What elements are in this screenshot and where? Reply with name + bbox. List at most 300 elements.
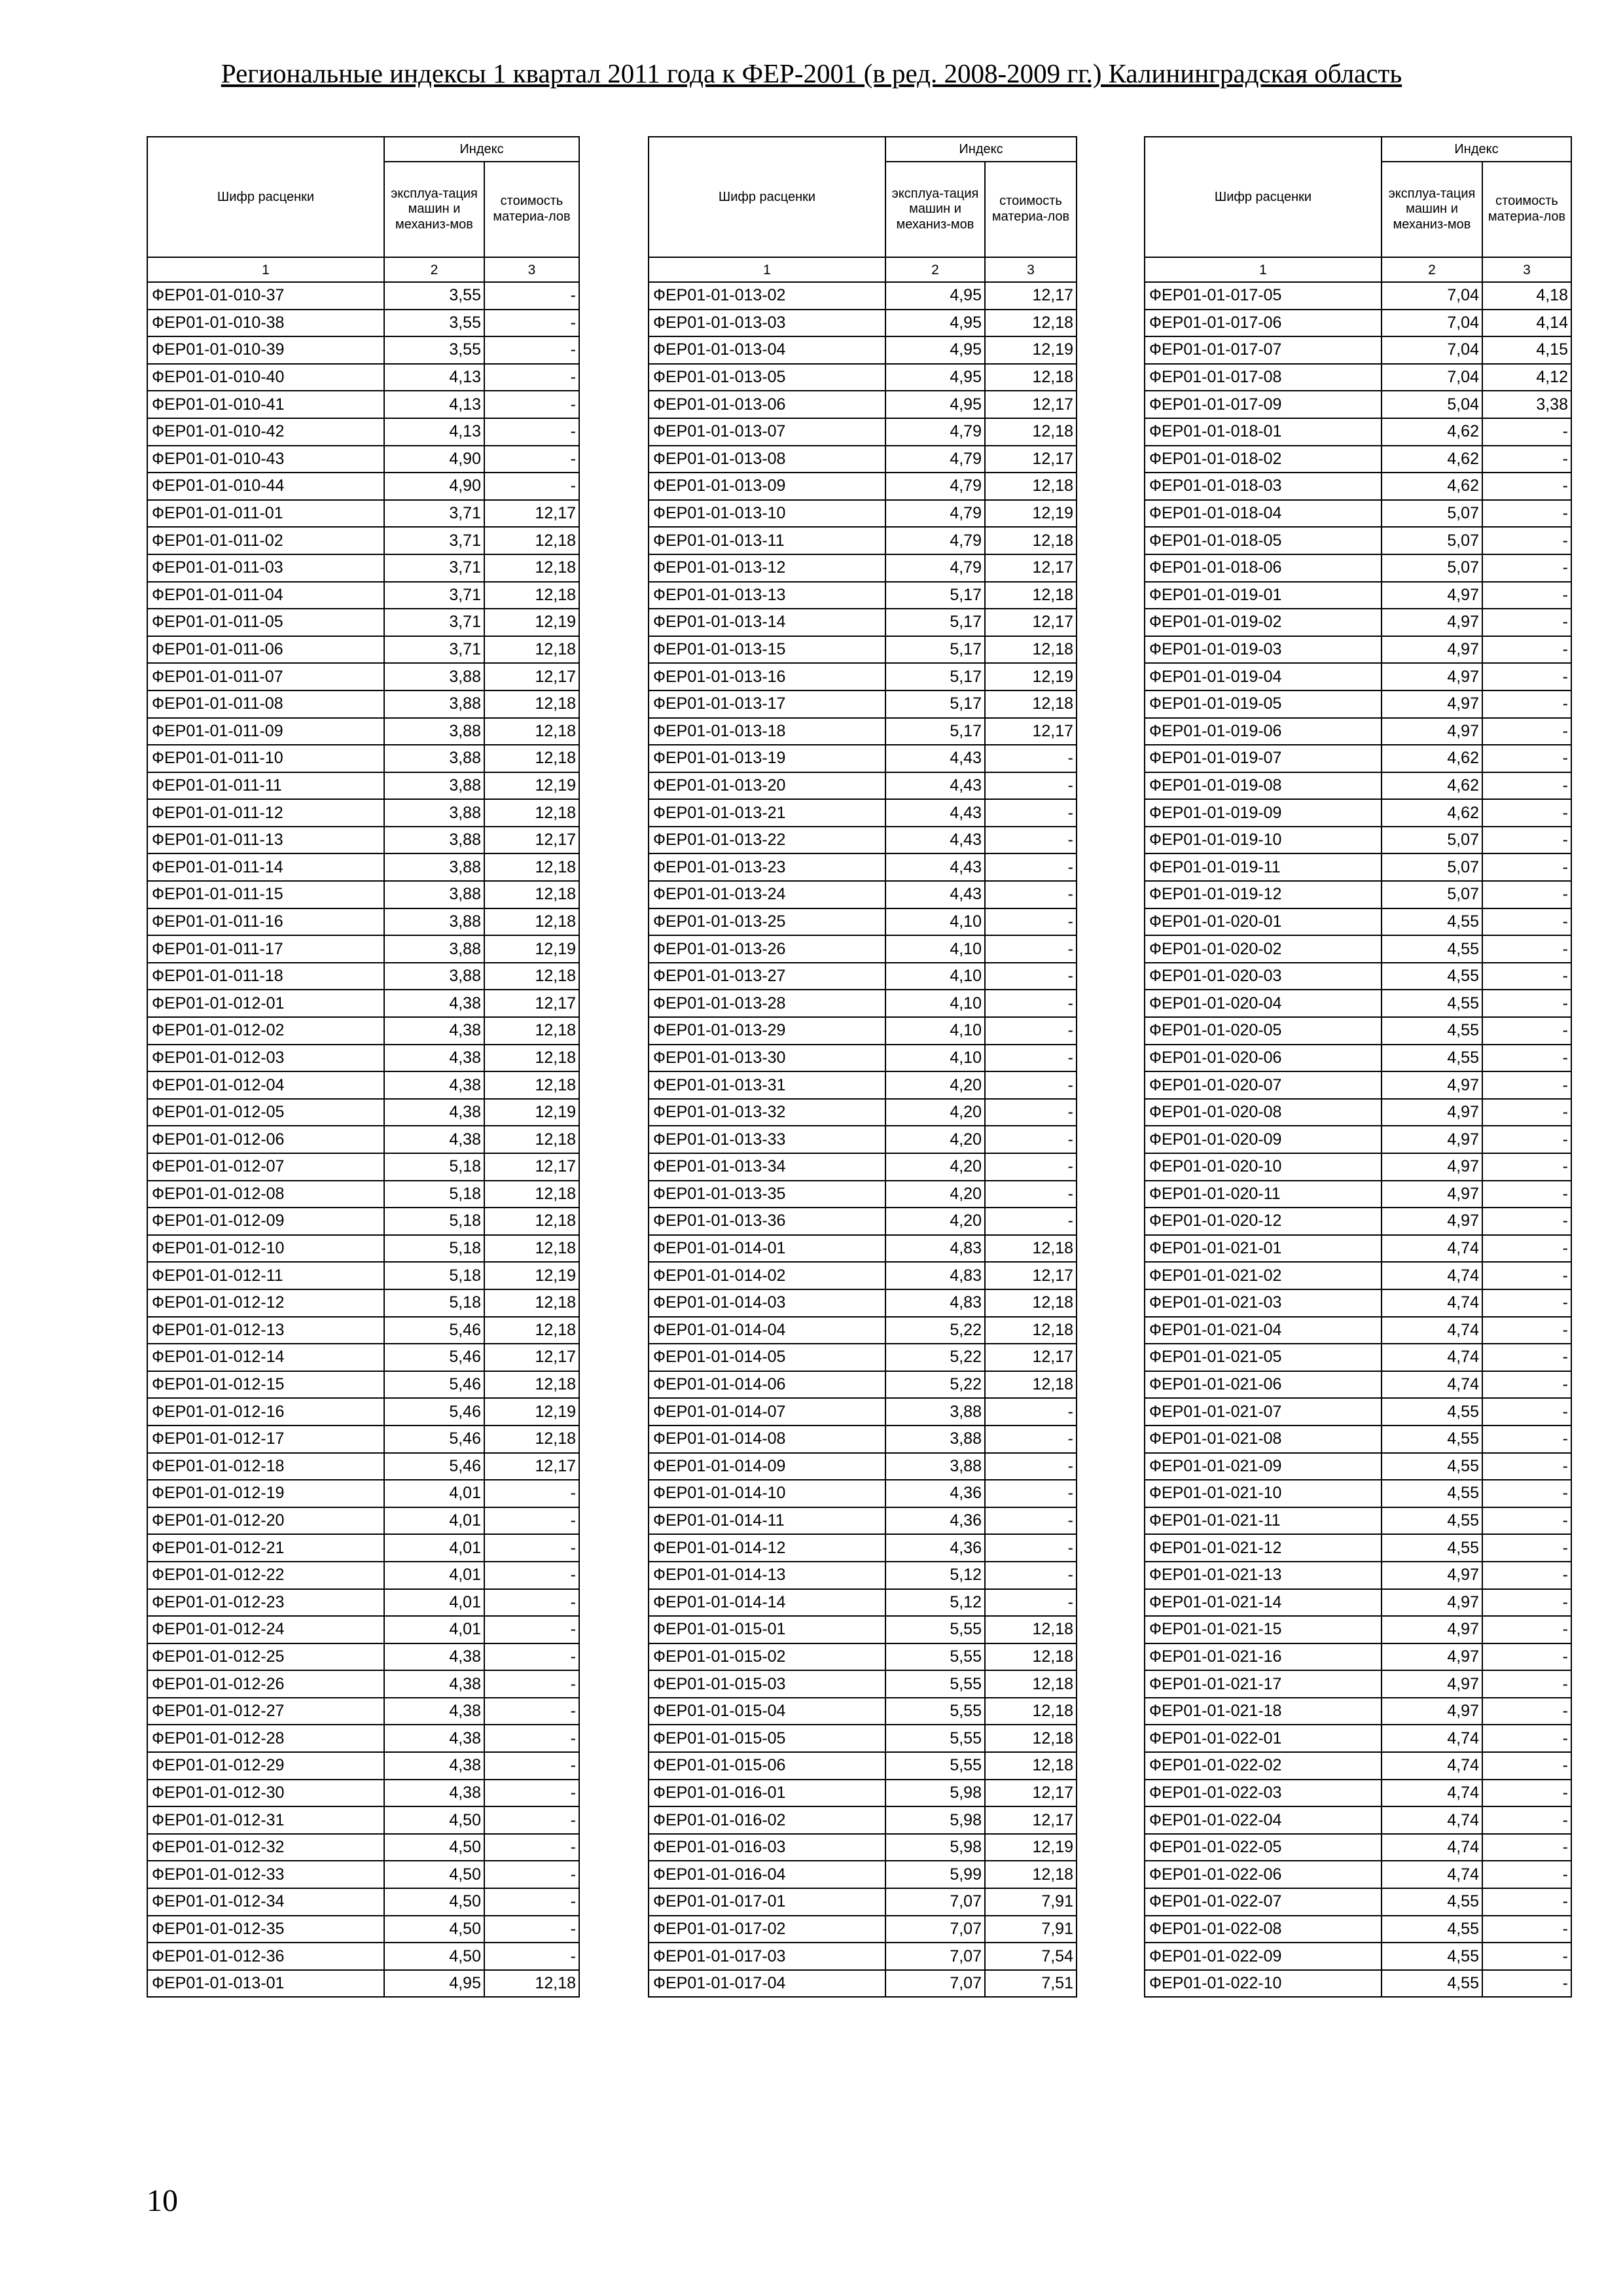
table-row xyxy=(147,1208,579,1235)
materials-index-cell: - xyxy=(484,1534,579,1562)
machines-index-cell: 4,20 xyxy=(885,1208,985,1235)
rate-code-cell: ФЕР01-01-021-13 xyxy=(1145,1562,1382,1589)
table-row xyxy=(147,1126,579,1153)
machines-index-cell: 4,74 xyxy=(1382,1289,1482,1317)
rate-code-cell: ФЕР01-01-010-39 xyxy=(147,336,384,364)
machines-index-cell: 4,10 xyxy=(885,1045,985,1072)
table-row xyxy=(147,1970,579,1998)
rate-code-cell: ФЕР01-01-012-04 xyxy=(147,1071,384,1099)
table-row xyxy=(649,364,1077,391)
rate-code-cell: ФЕР01-01-020-07 xyxy=(1145,1071,1382,1099)
machines-index-cell: 7,07 xyxy=(885,1970,985,1998)
materials-index-cell: - xyxy=(1482,663,1571,691)
materials-index-cell: 12,19 xyxy=(484,609,579,636)
machines-index-cell: 4,97 xyxy=(1382,1181,1482,1208)
rate-code-cell: ФЕР01-01-012-07 xyxy=(147,1153,384,1181)
materials-index-cell: - xyxy=(1482,827,1571,854)
rate-code-cell: ФЕР01-01-016-01 xyxy=(649,1780,885,1807)
rate-code-cell: ФЕР01-01-019-11 xyxy=(1145,853,1382,881)
materials-index-cell: 12,17 xyxy=(484,1153,579,1181)
rate-code-cell: ФЕР01-01-012-11 xyxy=(147,1262,384,1289)
materials-index-cell: 12,18 xyxy=(484,691,579,718)
materials-index-cell: - xyxy=(484,473,579,500)
materials-index-cell: 12,17 xyxy=(484,990,579,1017)
table-row xyxy=(147,718,579,745)
table-row xyxy=(147,1643,579,1671)
table-row xyxy=(1145,1017,1571,1045)
materials-index-cell: - xyxy=(1482,745,1571,772)
rate-code-cell: ФЕР01-01-013-35 xyxy=(649,1181,885,1208)
materials-index-cell: 3,38 xyxy=(1482,391,1571,418)
machines-index-cell: 3,71 xyxy=(384,500,484,528)
rate-code-cell: ФЕР01-01-012-13 xyxy=(147,1317,384,1344)
materials-index-cell: - xyxy=(1482,1916,1571,1943)
machines-index-cell: 4,97 xyxy=(1382,1589,1482,1617)
materials-index-cell: 12,18 xyxy=(484,963,579,990)
rate-code-cell: ФЕР01-01-012-26 xyxy=(147,1670,384,1698)
machines-index-cell: 4,74 xyxy=(1382,1780,1482,1807)
materials-index-cell: - xyxy=(1482,500,1571,528)
table-row xyxy=(1145,881,1571,908)
header-machines: эксплуа-тация машин и механиз-мов xyxy=(885,162,985,257)
machines-index-cell: 4,83 xyxy=(885,1289,985,1317)
rate-code-cell: ФЕР01-01-019-09 xyxy=(1145,799,1382,827)
materials-index-cell: 12,19 xyxy=(985,336,1077,364)
rate-code-cell: ФЕР01-01-013-05 xyxy=(649,364,885,391)
table-row xyxy=(147,1262,579,1289)
table-row xyxy=(649,772,1077,800)
machines-index-cell: 5,17 xyxy=(885,582,985,609)
machines-index-cell: 4,97 xyxy=(1382,1208,1482,1235)
rate-code-cell: ФЕР01-01-012-01 xyxy=(147,990,384,1017)
machines-index-cell: 3,88 xyxy=(384,827,484,854)
header-materials: стоимость материа-лов xyxy=(484,162,579,257)
table-row xyxy=(147,1780,579,1807)
table-row xyxy=(1145,527,1571,554)
header-col-2: 2 xyxy=(885,257,985,282)
rate-code-cell: ФЕР01-01-013-06 xyxy=(649,391,885,418)
materials-index-cell: 12,18 xyxy=(985,1371,1077,1399)
materials-index-cell: 12,18 xyxy=(484,718,579,745)
materials-index-cell: - xyxy=(1482,963,1571,990)
table-row xyxy=(649,935,1077,963)
table-row xyxy=(147,364,579,391)
rate-code-cell: ФЕР01-01-020-11 xyxy=(1145,1181,1382,1208)
rate-code-cell: ФЕР01-01-013-22 xyxy=(649,827,885,854)
table-row xyxy=(1145,1752,1571,1780)
rate-code-cell: ФЕР01-01-013-16 xyxy=(649,663,885,691)
table-row xyxy=(147,1289,579,1317)
materials-index-cell: - xyxy=(1482,1643,1571,1671)
table-row xyxy=(649,1916,1077,1943)
materials-index-cell: - xyxy=(1482,718,1571,745)
machines-index-cell: 4,10 xyxy=(885,1017,985,1045)
rate-code-cell: ФЕР01-01-013-12 xyxy=(649,554,885,582)
table-row xyxy=(649,1780,1077,1807)
table-row xyxy=(147,827,579,854)
rate-code-cell: ФЕР01-01-012-36 xyxy=(147,1943,384,1970)
table-row xyxy=(649,990,1077,1017)
materials-index-cell: 12,18 xyxy=(484,1371,579,1399)
materials-index-cell: - xyxy=(1482,881,1571,908)
rate-code-cell: ФЕР01-01-011-04 xyxy=(147,582,384,609)
machines-index-cell: 5,99 xyxy=(885,1861,985,1888)
machines-index-cell: 4,10 xyxy=(885,935,985,963)
materials-index-cell: 12,18 xyxy=(985,1235,1077,1263)
machines-index-cell: 4,20 xyxy=(885,1181,985,1208)
machines-index-cell: 4,38 xyxy=(384,1045,484,1072)
materials-index-cell: - xyxy=(484,1562,579,1589)
materials-index-cell: - xyxy=(484,1480,579,1507)
rate-code-cell: ФЕР01-01-017-05 xyxy=(1145,282,1382,310)
table-row xyxy=(1145,1834,1571,1861)
table-row xyxy=(1145,554,1571,582)
table-row xyxy=(147,418,579,446)
machines-index-cell: 3,71 xyxy=(384,609,484,636)
index-table-middle xyxy=(648,136,1077,1998)
materials-index-cell: 12,19 xyxy=(985,663,1077,691)
materials-index-cell: - xyxy=(484,1507,579,1535)
table-row xyxy=(147,1834,579,1861)
materials-index-cell: - xyxy=(1482,1045,1571,1072)
machines-index-cell: 5,18 xyxy=(384,1153,484,1181)
rate-code-cell: ФЕР01-01-013-27 xyxy=(649,963,885,990)
rate-code-cell: ФЕР01-01-012-30 xyxy=(147,1780,384,1807)
machines-index-cell: 4,01 xyxy=(384,1589,484,1617)
table-row xyxy=(147,1453,579,1480)
materials-index-cell: 12,18 xyxy=(484,582,579,609)
materials-index-cell: - xyxy=(1482,582,1571,609)
materials-index-cell: 12,19 xyxy=(484,935,579,963)
table-row xyxy=(147,473,579,500)
rate-code-cell: ФЕР01-01-017-01 xyxy=(649,1888,885,1916)
rate-code-cell: ФЕР01-01-020-05 xyxy=(1145,1017,1382,1045)
table-row xyxy=(1145,1507,1571,1535)
materials-index-cell: - xyxy=(484,1834,579,1861)
machines-index-cell: 5,12 xyxy=(885,1562,985,1589)
materials-index-cell: - xyxy=(484,1752,579,1780)
rate-code-cell: ФЕР01-01-012-18 xyxy=(147,1453,384,1480)
machines-index-cell: 5,18 xyxy=(384,1289,484,1317)
materials-index-cell: 12,18 xyxy=(985,310,1077,337)
table-row xyxy=(649,1698,1077,1725)
table-row xyxy=(649,1017,1077,1045)
table-row xyxy=(1145,1126,1571,1153)
materials-index-cell: - xyxy=(1482,1480,1571,1507)
machines-index-cell: 5,98 xyxy=(885,1780,985,1807)
table-row xyxy=(147,636,579,664)
header-index: Индекс xyxy=(1382,137,1571,162)
rate-code-cell: ФЕР01-01-012-19 xyxy=(147,1480,384,1507)
machines-index-cell: 4,55 xyxy=(1382,1970,1482,1998)
table-row xyxy=(649,609,1077,636)
rate-code-cell: ФЕР01-01-014-05 xyxy=(649,1344,885,1371)
rate-code-cell: ФЕР01-01-011-05 xyxy=(147,609,384,636)
rate-code-cell: ФЕР01-01-017-07 xyxy=(1145,336,1382,364)
table-row xyxy=(1145,908,1571,936)
machines-index-cell: 7,04 xyxy=(1382,364,1482,391)
machines-index-cell: 5,98 xyxy=(885,1834,985,1861)
rate-code-cell: ФЕР01-01-011-09 xyxy=(147,718,384,745)
table-row xyxy=(1145,1426,1571,1453)
machines-index-cell: 5,07 xyxy=(1382,853,1482,881)
rate-code-cell: ФЕР01-01-012-29 xyxy=(147,1752,384,1780)
materials-index-cell: - xyxy=(1482,1752,1571,1780)
machines-index-cell: 4,97 xyxy=(1382,1126,1482,1153)
table-row xyxy=(147,908,579,936)
table-row xyxy=(1145,718,1571,745)
table-row xyxy=(1145,1589,1571,1617)
rate-code-cell: ФЕР01-01-013-13 xyxy=(649,582,885,609)
table-row xyxy=(1145,663,1571,691)
materials-index-cell: 12,17 xyxy=(484,1453,579,1480)
rate-code-cell: ФЕР01-01-014-07 xyxy=(649,1398,885,1426)
materials-index-cell: - xyxy=(1482,1371,1571,1399)
materials-index-cell: - xyxy=(985,1480,1077,1507)
rate-code-cell: ФЕР01-01-022-09 xyxy=(1145,1943,1382,1970)
machines-index-cell: 4,97 xyxy=(1382,1698,1482,1725)
table-row xyxy=(649,963,1077,990)
machines-index-cell: 4,13 xyxy=(384,418,484,446)
machines-index-cell: 4,83 xyxy=(885,1235,985,1263)
rate-code-cell: ФЕР01-01-014-04 xyxy=(649,1317,885,1344)
rate-code-cell: ФЕР01-01-015-03 xyxy=(649,1670,885,1698)
materials-index-cell: 12,17 xyxy=(985,1344,1077,1371)
rate-code-cell: ФЕР01-01-012-35 xyxy=(147,1916,384,1943)
table-row xyxy=(147,1916,579,1943)
table-row xyxy=(147,446,579,473)
machines-index-cell: 4,55 xyxy=(1382,1916,1482,1943)
rate-code-cell: ФЕР01-01-017-08 xyxy=(1145,364,1382,391)
rate-code-cell: ФЕР01-01-016-02 xyxy=(649,1806,885,1834)
materials-index-cell: 7,91 xyxy=(985,1888,1077,1916)
rate-code-cell: ФЕР01-01-013-20 xyxy=(649,772,885,800)
table-row xyxy=(1145,473,1571,500)
machines-index-cell: 3,88 xyxy=(384,935,484,963)
rate-code-cell: ФЕР01-01-013-28 xyxy=(649,990,885,1017)
materials-index-cell: 4,14 xyxy=(1482,310,1571,337)
rate-code-cell: ФЕР01-01-022-07 xyxy=(1145,1888,1382,1916)
machines-index-cell: 5,07 xyxy=(1382,881,1482,908)
table-row xyxy=(649,1153,1077,1181)
table-row xyxy=(649,1426,1077,1453)
header-col-2: 2 xyxy=(384,257,484,282)
rate-code-cell: ФЕР01-01-021-05 xyxy=(1145,1344,1382,1371)
rate-code-cell: ФЕР01-01-015-06 xyxy=(649,1752,885,1780)
machines-index-cell: 3,71 xyxy=(384,554,484,582)
rate-code-cell: ФЕР01-01-014-06 xyxy=(649,1371,885,1399)
rate-code-cell: ФЕР01-01-013-18 xyxy=(649,718,885,745)
page-number: 10 xyxy=(147,2183,178,2218)
rate-code-cell: ФЕР01-01-010-43 xyxy=(147,446,384,473)
machines-index-cell: 4,20 xyxy=(885,1153,985,1181)
materials-index-cell: - xyxy=(1482,1562,1571,1589)
machines-index-cell: 4,13 xyxy=(384,391,484,418)
header-col-2: 2 xyxy=(1382,257,1482,282)
rate-code-cell: ФЕР01-01-013-14 xyxy=(649,609,885,636)
machines-index-cell: 3,88 xyxy=(885,1398,985,1426)
machines-index-cell: 4,43 xyxy=(885,827,985,854)
table-row xyxy=(1145,1888,1571,1916)
rate-code-cell: ФЕР01-01-012-15 xyxy=(147,1371,384,1399)
materials-index-cell: 12,18 xyxy=(484,1970,579,1998)
table-row xyxy=(649,663,1077,691)
rate-code-cell: ФЕР01-01-013-04 xyxy=(649,336,885,364)
table-row xyxy=(649,418,1077,446)
machines-index-cell: 4,50 xyxy=(384,1861,484,1888)
machines-index-cell: 4,36 xyxy=(885,1534,985,1562)
materials-index-cell: - xyxy=(1482,1317,1571,1344)
table-row xyxy=(649,1453,1077,1480)
table-row xyxy=(1145,418,1571,446)
materials-index-cell: 12,18 xyxy=(484,1017,579,1045)
table-row xyxy=(649,1099,1077,1126)
machines-index-cell: 5,17 xyxy=(885,636,985,664)
machines-index-cell: 4,55 xyxy=(1382,1045,1482,1072)
table-row xyxy=(1145,1317,1571,1344)
rate-code-cell: ФЕР01-01-013-15 xyxy=(649,636,885,664)
machines-index-cell: 4,62 xyxy=(1382,799,1482,827)
machines-index-cell: 4,36 xyxy=(885,1507,985,1535)
rate-code-cell: ФЕР01-01-020-12 xyxy=(1145,1208,1382,1235)
materials-index-cell: 12,18 xyxy=(484,527,579,554)
machines-index-cell: 4,01 xyxy=(384,1616,484,1643)
rate-code-cell: ФЕР01-01-013-26 xyxy=(649,935,885,963)
rate-code-cell: ФЕР01-01-021-08 xyxy=(1145,1426,1382,1453)
materials-index-cell: 12,18 xyxy=(484,908,579,936)
rate-code-cell: ФЕР01-01-021-03 xyxy=(1145,1289,1382,1317)
materials-index-cell: 12,17 xyxy=(985,391,1077,418)
table-row xyxy=(147,500,579,528)
rate-code-cell: ФЕР01-01-016-03 xyxy=(649,1834,885,1861)
rate-code-cell: ФЕР01-01-013-07 xyxy=(649,418,885,446)
header-index: Индекс xyxy=(885,137,1077,162)
materials-index-cell: - xyxy=(1482,636,1571,664)
materials-index-cell: - xyxy=(985,1099,1077,1126)
materials-index-cell: 12,17 xyxy=(985,1262,1077,1289)
rate-code-cell: ФЕР01-01-022-04 xyxy=(1145,1806,1382,1834)
rate-code-cell: ФЕР01-01-015-01 xyxy=(649,1616,885,1643)
machines-index-cell: 5,55 xyxy=(885,1752,985,1780)
table-row xyxy=(1145,336,1571,364)
machines-index-cell: 4,55 xyxy=(1382,1480,1482,1507)
index-table-left xyxy=(147,136,580,1998)
table-row xyxy=(649,1888,1077,1916)
materials-index-cell: - xyxy=(985,1534,1077,1562)
rate-code-cell: ФЕР01-01-013-01 xyxy=(147,1970,384,1998)
table-row xyxy=(147,1017,579,1045)
materials-index-cell: 12,18 xyxy=(484,799,579,827)
machines-index-cell: 7,04 xyxy=(1382,282,1482,310)
materials-index-cell: - xyxy=(985,1398,1077,1426)
materials-index-cell: 12,17 xyxy=(484,827,579,854)
table-row xyxy=(649,1208,1077,1235)
machines-index-cell: 5,98 xyxy=(885,1806,985,1834)
materials-index-cell: - xyxy=(985,908,1077,936)
machines-index-cell: 4,74 xyxy=(1382,1834,1482,1861)
materials-index-cell: - xyxy=(985,1208,1077,1235)
table-row xyxy=(649,1806,1077,1834)
table-row xyxy=(649,1126,1077,1153)
rate-code-cell: ФЕР01-01-011-02 xyxy=(147,527,384,554)
table-row xyxy=(147,935,579,963)
table-row xyxy=(1145,935,1571,963)
machines-index-cell: 4,01 xyxy=(384,1507,484,1535)
rate-code-cell: ФЕР01-01-012-12 xyxy=(147,1289,384,1317)
table-row xyxy=(649,1181,1077,1208)
machines-index-cell: 5,46 xyxy=(384,1398,484,1426)
table-row xyxy=(147,1752,579,1780)
table-row xyxy=(147,1099,579,1126)
rate-code-cell: ФЕР01-01-011-01 xyxy=(147,500,384,528)
machines-index-cell: 4,97 xyxy=(1382,582,1482,609)
rate-code-cell: ФЕР01-01-021-16 xyxy=(1145,1643,1382,1671)
rate-code-cell: ФЕР01-01-020-08 xyxy=(1145,1099,1382,1126)
materials-index-cell: 12,18 xyxy=(484,1126,579,1153)
materials-index-cell: - xyxy=(1482,418,1571,446)
rate-code-cell: ФЕР01-01-017-02 xyxy=(649,1916,885,1943)
materials-index-cell: - xyxy=(985,1126,1077,1153)
machines-index-cell: 4,55 xyxy=(1382,1888,1482,1916)
materials-index-cell: 12,18 xyxy=(484,636,579,664)
machines-index-cell: 4,97 xyxy=(1382,636,1482,664)
rate-code-cell: ФЕР01-01-020-01 xyxy=(1145,908,1382,936)
machines-index-cell: 3,88 xyxy=(384,908,484,936)
rate-code-cell: ФЕР01-01-021-11 xyxy=(1145,1507,1382,1535)
table-row xyxy=(1145,1480,1571,1507)
rate-code-cell: ФЕР01-01-018-03 xyxy=(1145,473,1382,500)
table-row xyxy=(649,1970,1077,1998)
header-col-3: 3 xyxy=(985,257,1077,282)
table-row xyxy=(649,1045,1077,1072)
materials-index-cell: - xyxy=(1482,1181,1571,1208)
machines-index-cell: 3,71 xyxy=(384,582,484,609)
machines-index-cell: 5,04 xyxy=(1382,391,1482,418)
materials-index-cell: - xyxy=(484,310,579,337)
machines-index-cell: 5,46 xyxy=(384,1317,484,1344)
table-row xyxy=(147,1344,579,1371)
materials-index-cell: - xyxy=(1482,935,1571,963)
materials-index-cell: 12,18 xyxy=(484,1208,579,1235)
rate-code-cell: ФЕР01-01-011-06 xyxy=(147,636,384,664)
table-row xyxy=(1145,636,1571,664)
materials-index-cell: 12,19 xyxy=(985,1834,1077,1861)
table-row xyxy=(1145,827,1571,854)
materials-index-cell: - xyxy=(1482,1453,1571,1480)
header-code: Шифр расценки xyxy=(649,137,885,257)
table-row xyxy=(649,1943,1077,1970)
machines-index-cell: 4,95 xyxy=(885,336,985,364)
materials-index-cell: 12,18 xyxy=(985,1317,1077,1344)
table-row xyxy=(649,636,1077,664)
materials-index-cell: - xyxy=(484,1916,579,1943)
rate-code-cell: ФЕР01-01-012-17 xyxy=(147,1426,384,1453)
rate-code-cell: ФЕР01-01-012-32 xyxy=(147,1834,384,1861)
materials-index-cell: - xyxy=(484,1725,579,1752)
table-row xyxy=(649,336,1077,364)
rate-code-cell: ФЕР01-01-010-44 xyxy=(147,473,384,500)
machines-index-cell: 4,97 xyxy=(1382,1099,1482,1126)
table-row xyxy=(1145,1099,1571,1126)
table-row xyxy=(1145,1916,1571,1943)
rate-code-cell: ФЕР01-01-011-07 xyxy=(147,663,384,691)
materials-index-cell: - xyxy=(1482,691,1571,718)
rate-code-cell: ФЕР01-01-021-10 xyxy=(1145,1480,1382,1507)
materials-index-cell: - xyxy=(1482,1344,1571,1371)
rate-code-cell: ФЕР01-01-014-12 xyxy=(649,1534,885,1562)
materials-index-cell: 12,19 xyxy=(484,1099,579,1126)
rate-code-cell: ФЕР01-01-012-10 xyxy=(147,1235,384,1263)
